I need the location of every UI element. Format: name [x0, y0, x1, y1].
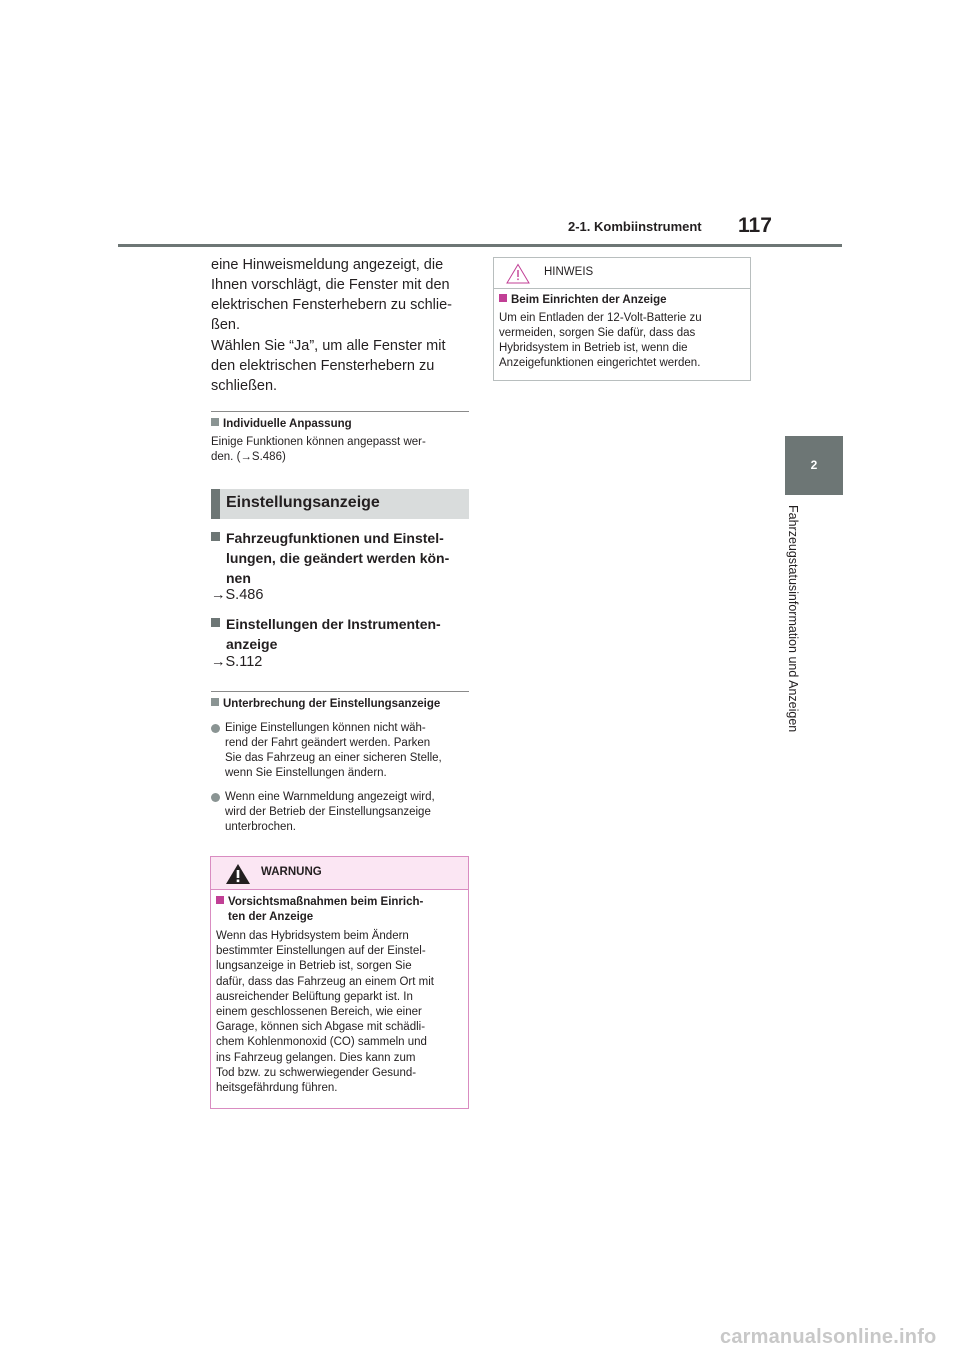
bullet-line: wird der Betrieb der Einstellungsanzeige	[225, 806, 431, 818]
warning-line: einem geschlossenen Bereich, wie einer	[216, 1006, 422, 1019]
subsection-title-line: anzeige	[226, 636, 278, 652]
bullet-dot-icon	[211, 793, 220, 802]
notice-box	[493, 257, 751, 381]
warning-line: ins Fahrzeug gelangen. Dies kann zum	[216, 1051, 416, 1064]
warning-line: ausreichender Belüftung geparkt ist. In	[216, 990, 413, 1003]
intro-paragraph-2	[211, 336, 473, 396]
interruption-heading	[211, 697, 440, 712]
heading-accent	[211, 489, 220, 519]
warning-line: dafür, dass das Fahrzeug an einem Ort mit	[216, 975, 434, 988]
intro-paragraph-1	[211, 255, 473, 335]
subsection-title	[211, 528, 473, 588]
customization-line: Einige Funktionen können angepasst wer-	[211, 436, 426, 448]
square-bullet-icon	[216, 896, 224, 904]
warning-line: Garage, können sich Abgase mit schädli-	[216, 1021, 426, 1034]
intro-line: Ihnen vorschlägt, die Fenster mit den	[211, 277, 450, 293]
notice-heading-text: Beim Einrichten der Anzeige	[511, 294, 667, 306]
warning-line: Tod bzw. zu schwerwiegender Gesund-	[216, 1066, 417, 1079]
intro-line: ßen.	[211, 317, 241, 333]
warning-body	[216, 929, 468, 1096]
chapter-tab[interactable]: 2	[785, 436, 843, 495]
notice-line: Um ein Entladen der 12-Volt-Batterie zu	[499, 312, 702, 324]
bullet-dot-icon	[211, 724, 220, 733]
notice-line: Anzeigefunktionen eingerichtet werden.	[499, 357, 701, 369]
notice-label: HINWEIS	[544, 266, 594, 278]
intro-line: schließen.	[211, 378, 278, 394]
warning-line: bestimmter Einstellungen auf der Einstel-	[216, 945, 426, 958]
warning-header	[211, 857, 468, 890]
customization-body	[211, 435, 426, 465]
warning-line: heitsgefährdung führen.	[216, 1082, 338, 1095]
page-reference-link[interactable]: →S.112	[211, 654, 263, 670]
section-heading	[211, 489, 469, 519]
divider	[211, 411, 469, 412]
bullet-line: Wenn eine Warnmeldung angezeigt wird,	[225, 791, 435, 803]
warning-label: WARNUNG	[261, 866, 322, 878]
watermark: carmanualsonline.info	[720, 1326, 937, 1348]
notice-body	[499, 311, 749, 371]
warning-line: lungsanzeige in Betrieb ist, sorgen Sie	[216, 960, 412, 973]
page-number: 117	[738, 214, 772, 237]
customization-heading	[211, 417, 352, 432]
chapter-side-title-text: Fahrzeugstatusinformation und Anzeigen	[786, 505, 800, 733]
chapter-side-title	[786, 505, 812, 755]
bullet-line: wenn Sie Einstellungen ändern.	[225, 767, 387, 779]
subsection-title-line: lungen, die geändert werden kön-	[226, 550, 450, 566]
subsection-title-line: Einstellungen der Instrumenten-	[226, 616, 441, 632]
bullet-item	[211, 790, 473, 835]
warning-triangle-icon	[225, 863, 251, 885]
bullet-line: unterbrochen.	[225, 821, 296, 833]
page-reference-link[interactable]: →S.486	[211, 587, 264, 603]
square-bullet-icon	[211, 418, 219, 426]
customization-line: den. (→S.486)	[211, 451, 286, 463]
caution-triangle-icon	[506, 263, 530, 284]
notice-heading	[499, 293, 749, 308]
customization-heading-text: Individuelle Anpassung	[223, 418, 352, 430]
subsection-title-line: nen	[226, 570, 251, 586]
subsection-title-line: Fahrzeugfunktionen und Einstel-	[226, 530, 444, 546]
square-bullet-icon	[211, 698, 219, 706]
warning-heading-line: ten der Anzeige	[228, 911, 314, 923]
warning-line: chem Kohlenmonoxid (CO) sammeln und	[216, 1036, 427, 1049]
bullet-line: Einige Einstellungen können nicht wäh-	[225, 722, 426, 734]
square-bullet-icon	[499, 294, 507, 302]
subsection-title	[211, 614, 473, 654]
intro-line: elektrischen Fensterhebern zu schlie-	[211, 297, 452, 313]
header-rule	[118, 244, 842, 247]
warning-box	[210, 856, 469, 1109]
warning-line: Wenn das Hybridsystem beim Ändern	[216, 930, 409, 942]
warning-heading-line: Vorsichtsmaßnahmen beim Einrich-	[228, 896, 424, 908]
notice-header	[494, 258, 750, 289]
bullet-line: Sie das Fahrzeug an einer sicheren Stelle,	[225, 752, 442, 764]
notice-line: vermeiden, sorgen Sie dafür, dass das	[499, 327, 696, 339]
square-bullet-icon	[211, 532, 220, 541]
warning-heading	[216, 895, 466, 925]
interruption-heading-text: Unterbrechung der Einstellungsanzeige	[223, 698, 441, 710]
intro-line: den elektrischen Fensterhebern zu	[211, 358, 435, 374]
bullet-line: rend der Fahrt geändert werden. Parken	[225, 737, 431, 749]
square-bullet-icon	[211, 618, 220, 627]
notice-line: Hybridsystem in Betrieb ist, wenn die	[499, 342, 688, 354]
bullet-item	[211, 721, 473, 781]
section-title: 2-1. Kombiinstrument	[568, 219, 702, 234]
intro-line: Wählen Sie “Ja”, um alle Fenster mit	[211, 338, 446, 354]
divider	[211, 691, 469, 692]
section-heading-text: Einstellungsanzeige	[226, 494, 380, 511]
intro-line: eine Hinweismeldung angezeigt, die	[211, 257, 444, 273]
